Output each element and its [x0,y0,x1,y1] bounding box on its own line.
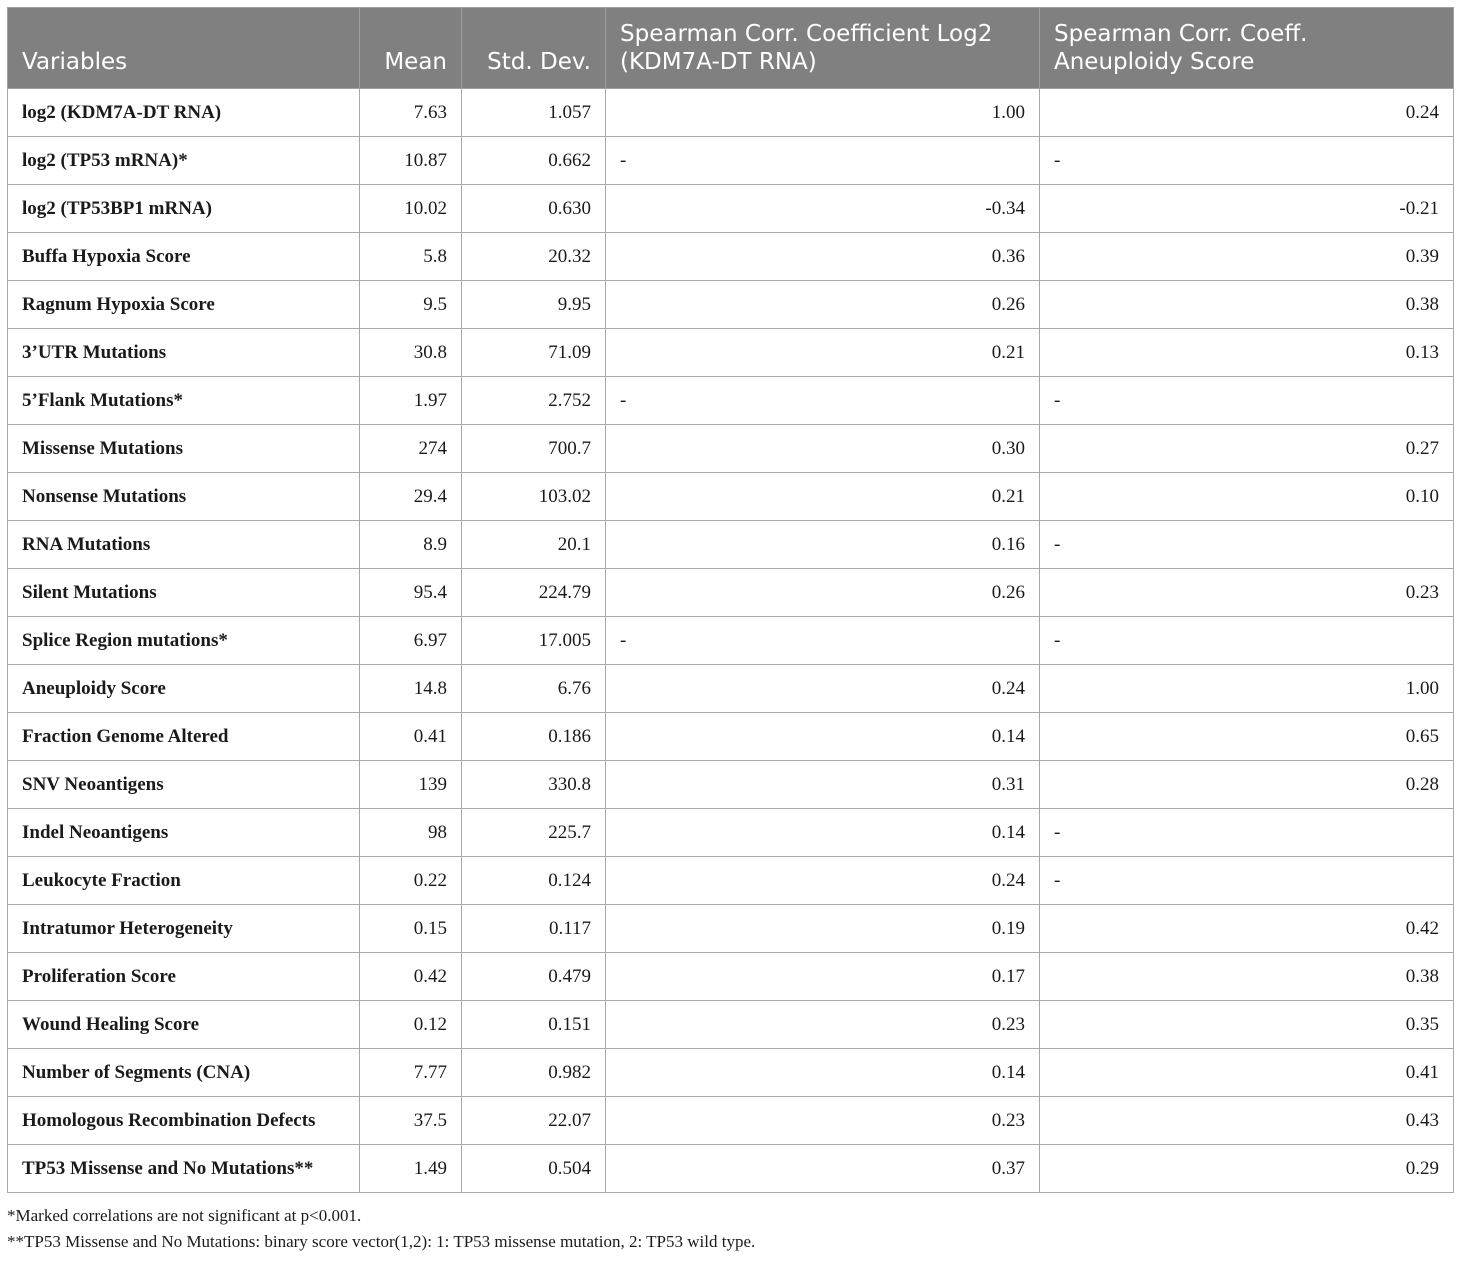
cell-variable: Indel Neoantigens [8,809,360,857]
cell-mean: 5.8 [360,233,462,281]
cell-spearman-aneuploidy: 0.43 [1040,1097,1454,1145]
document [7,7,1453,1255]
table-row [8,761,1454,809]
cell-variable: log2 (TP53BP1 mRNA) [8,185,360,233]
cell-spearman-aneuploidy: 0.41 [1040,1049,1454,1097]
cell-spearman-kdm7a: 0.14 [606,713,1040,761]
cell-mean: 139 [360,761,462,809]
cell-variable: Silent Mutations [8,569,360,617]
cell-std-dev: 0.630 [462,185,606,233]
cell-spearman-aneuploidy: - [1040,137,1454,185]
cell-variable: Fraction Genome Altered [8,713,360,761]
cell-variable: SNV Neoantigens [8,761,360,809]
cell-mean: 274 [360,425,462,473]
cell-spearman-kdm7a: 1.00 [606,89,1040,137]
cell-spearman-aneuploidy: 0.13 [1040,329,1454,377]
cell-spearman-aneuploidy: 0.24 [1040,89,1454,137]
table-header [8,8,1454,89]
cell-spearman-kdm7a: - [606,137,1040,185]
cell-spearman-kdm7a: 0.19 [606,905,1040,953]
table-row [8,1049,1454,1097]
cell-std-dev: 0.479 [462,953,606,1001]
cell-spearman-aneuploidy: 1.00 [1040,665,1454,713]
table-row [8,569,1454,617]
cell-variable: Ragnum Hypoxia Score [8,281,360,329]
cell-variable: log2 (TP53 mRNA)* [8,137,360,185]
cell-spearman-aneuploidy: 0.27 [1040,425,1454,473]
cell-spearman-aneuploidy: 0.65 [1040,713,1454,761]
header-mean: Mean [360,8,462,89]
cell-spearman-aneuploidy: - [1040,857,1454,905]
cell-std-dev: 700.7 [462,425,606,473]
cell-mean: 7.77 [360,1049,462,1097]
cell-std-dev: 0.151 [462,1001,606,1049]
table-row [8,905,1454,953]
cell-variable: Missense Mutations [8,425,360,473]
cell-variable: Number of Segments (CNA) [8,1049,360,1097]
cell-mean: 0.41 [360,713,462,761]
cell-std-dev: 0.504 [462,1145,606,1193]
cell-spearman-kdm7a: 0.26 [606,281,1040,329]
cell-variable: 5’Flank Mutations* [8,377,360,425]
cell-spearman-kdm7a: 0.37 [606,1145,1040,1193]
cell-spearman-kdm7a: 0.24 [606,857,1040,905]
table-row [8,473,1454,521]
header-row [8,8,1454,89]
table-row [8,1097,1454,1145]
table-row [8,521,1454,569]
cell-spearman-aneuploidy: - [1040,809,1454,857]
cell-spearman-aneuploidy: 0.23 [1040,569,1454,617]
cell-std-dev: 0.124 [462,857,606,905]
header-std-dev: Std. Dev. [462,8,606,89]
table-row [8,809,1454,857]
table-row [8,137,1454,185]
cell-mean: 6.97 [360,617,462,665]
cell-spearman-aneuploidy: 0.39 [1040,233,1454,281]
cell-mean: 9.5 [360,281,462,329]
cell-spearman-aneuploidy: 0.10 [1040,473,1454,521]
footnote: **TP53 Missense and No Mutations: binary score vector(1,2): 1: TP53 missense mutation, 2: TP53 wild type. [7,1232,756,1251]
cell-mean: 7.63 [360,89,462,137]
cell-variable: 3’UTR Mutations [8,329,360,377]
cell-std-dev: 22.07 [462,1097,606,1145]
cell-spearman-aneuploidy: 0.42 [1040,905,1454,953]
table-row [8,665,1454,713]
cell-spearman-kdm7a: 0.30 [606,425,1040,473]
cell-std-dev: 6.76 [462,665,606,713]
cell-spearman-aneuploidy: 0.38 [1040,953,1454,1001]
footnotes [7,1203,1453,1255]
cell-spearman-kdm7a: - [606,377,1040,425]
cell-variable: Buffa Hypoxia Score [8,233,360,281]
cell-spearman-kdm7a: 0.36 [606,233,1040,281]
header-variables: Variables [8,8,360,89]
cell-std-dev: 2.752 [462,377,606,425]
table-row [8,617,1454,665]
cell-variable: log2 (KDM7A-DT RNA) [8,89,360,137]
cell-std-dev: 103.02 [462,473,606,521]
cell-spearman-aneuploidy: - [1040,617,1454,665]
cell-std-dev: 0.186 [462,713,606,761]
table-row [8,1145,1454,1193]
data-table [7,7,1454,1193]
cell-mean: 29.4 [360,473,462,521]
cell-spearman-kdm7a: 0.21 [606,329,1040,377]
cell-variable: Splice Region mutations* [8,617,360,665]
cell-variable: Nonsense Mutations [8,473,360,521]
table-row [8,89,1454,137]
cell-spearman-kdm7a: 0.21 [606,473,1040,521]
table-row [8,953,1454,1001]
table-body [8,89,1454,1193]
cell-spearman-kdm7a: 0.17 [606,953,1040,1001]
cell-spearman-kdm7a: 0.14 [606,809,1040,857]
cell-mean: 30.8 [360,329,462,377]
table-row [8,425,1454,473]
header-spearman-kdm7a: Spearman Corr. Coefficient Log2 (KDM7A-DT RNA) [606,8,1040,89]
cell-std-dev: 0.117 [462,905,606,953]
table-row [8,857,1454,905]
table-row [8,281,1454,329]
cell-spearman-kdm7a: 0.16 [606,521,1040,569]
table-row [8,377,1454,425]
cell-variable: Homologous Recombination Defects [8,1097,360,1145]
cell-std-dev: 20.32 [462,233,606,281]
cell-std-dev: 224.79 [462,569,606,617]
cell-spearman-kdm7a: 0.24 [606,665,1040,713]
cell-std-dev: 9.95 [462,281,606,329]
cell-std-dev: 225.7 [462,809,606,857]
cell-spearman-aneuploidy: 0.38 [1040,281,1454,329]
cell-spearman-kdm7a: 0.23 [606,1097,1040,1145]
cell-std-dev: 20.1 [462,521,606,569]
cell-variable: Proliferation Score [8,953,360,1001]
cell-mean: 95.4 [360,569,462,617]
cell-std-dev: 330.8 [462,761,606,809]
cell-spearman-kdm7a: 0.23 [606,1001,1040,1049]
cell-spearman-aneuploidy: - [1040,377,1454,425]
cell-spearman-aneuploidy: 0.29 [1040,1145,1454,1193]
cell-mean: 0.42 [360,953,462,1001]
cell-mean: 98 [360,809,462,857]
cell-variable: Intratumor Heterogeneity [8,905,360,953]
table-row [8,233,1454,281]
cell-spearman-kdm7a: -0.34 [606,185,1040,233]
cell-spearman-aneuploidy: -0.21 [1040,185,1454,233]
cell-variable: Wound Healing Score [8,1001,360,1049]
table-row [8,713,1454,761]
cell-mean: 37.5 [360,1097,462,1145]
cell-variable: Aneuploidy Score [8,665,360,713]
cell-mean: 8.9 [360,521,462,569]
cell-spearman-kdm7a: - [606,617,1040,665]
cell-mean: 14.8 [360,665,462,713]
cell-mean: 10.87 [360,137,462,185]
table-row [8,1001,1454,1049]
cell-variable: TP53 Missense and No Mutations** [8,1145,360,1193]
cell-std-dev: 17.005 [462,617,606,665]
cell-spearman-aneuploidy: 0.35 [1040,1001,1454,1049]
cell-spearman-aneuploidy: 0.28 [1040,761,1454,809]
cell-mean: 10.02 [360,185,462,233]
cell-variable: RNA Mutations [8,521,360,569]
cell-mean: 1.49 [360,1145,462,1193]
cell-spearman-aneuploidy: - [1040,521,1454,569]
table-row [8,329,1454,377]
cell-mean: 0.15 [360,905,462,953]
cell-mean: 0.22 [360,857,462,905]
cell-spearman-kdm7a: 0.14 [606,1049,1040,1097]
cell-mean: 0.12 [360,1001,462,1049]
table-row [8,185,1454,233]
cell-variable: Leukocyte Fraction [8,857,360,905]
header-spearman-aneuploidy: Spearman Corr. Coeff. Aneuploidy Score [1040,8,1454,89]
cell-spearman-kdm7a: 0.31 [606,761,1040,809]
cell-mean: 1.97 [360,377,462,425]
cell-std-dev: 0.982 [462,1049,606,1097]
cell-std-dev: 0.662 [462,137,606,185]
footnote: *Marked correlations are not significant at p<0.001. [7,1206,362,1225]
cell-std-dev: 1.057 [462,89,606,137]
cell-spearman-kdm7a: 0.26 [606,569,1040,617]
cell-std-dev: 71.09 [462,329,606,377]
